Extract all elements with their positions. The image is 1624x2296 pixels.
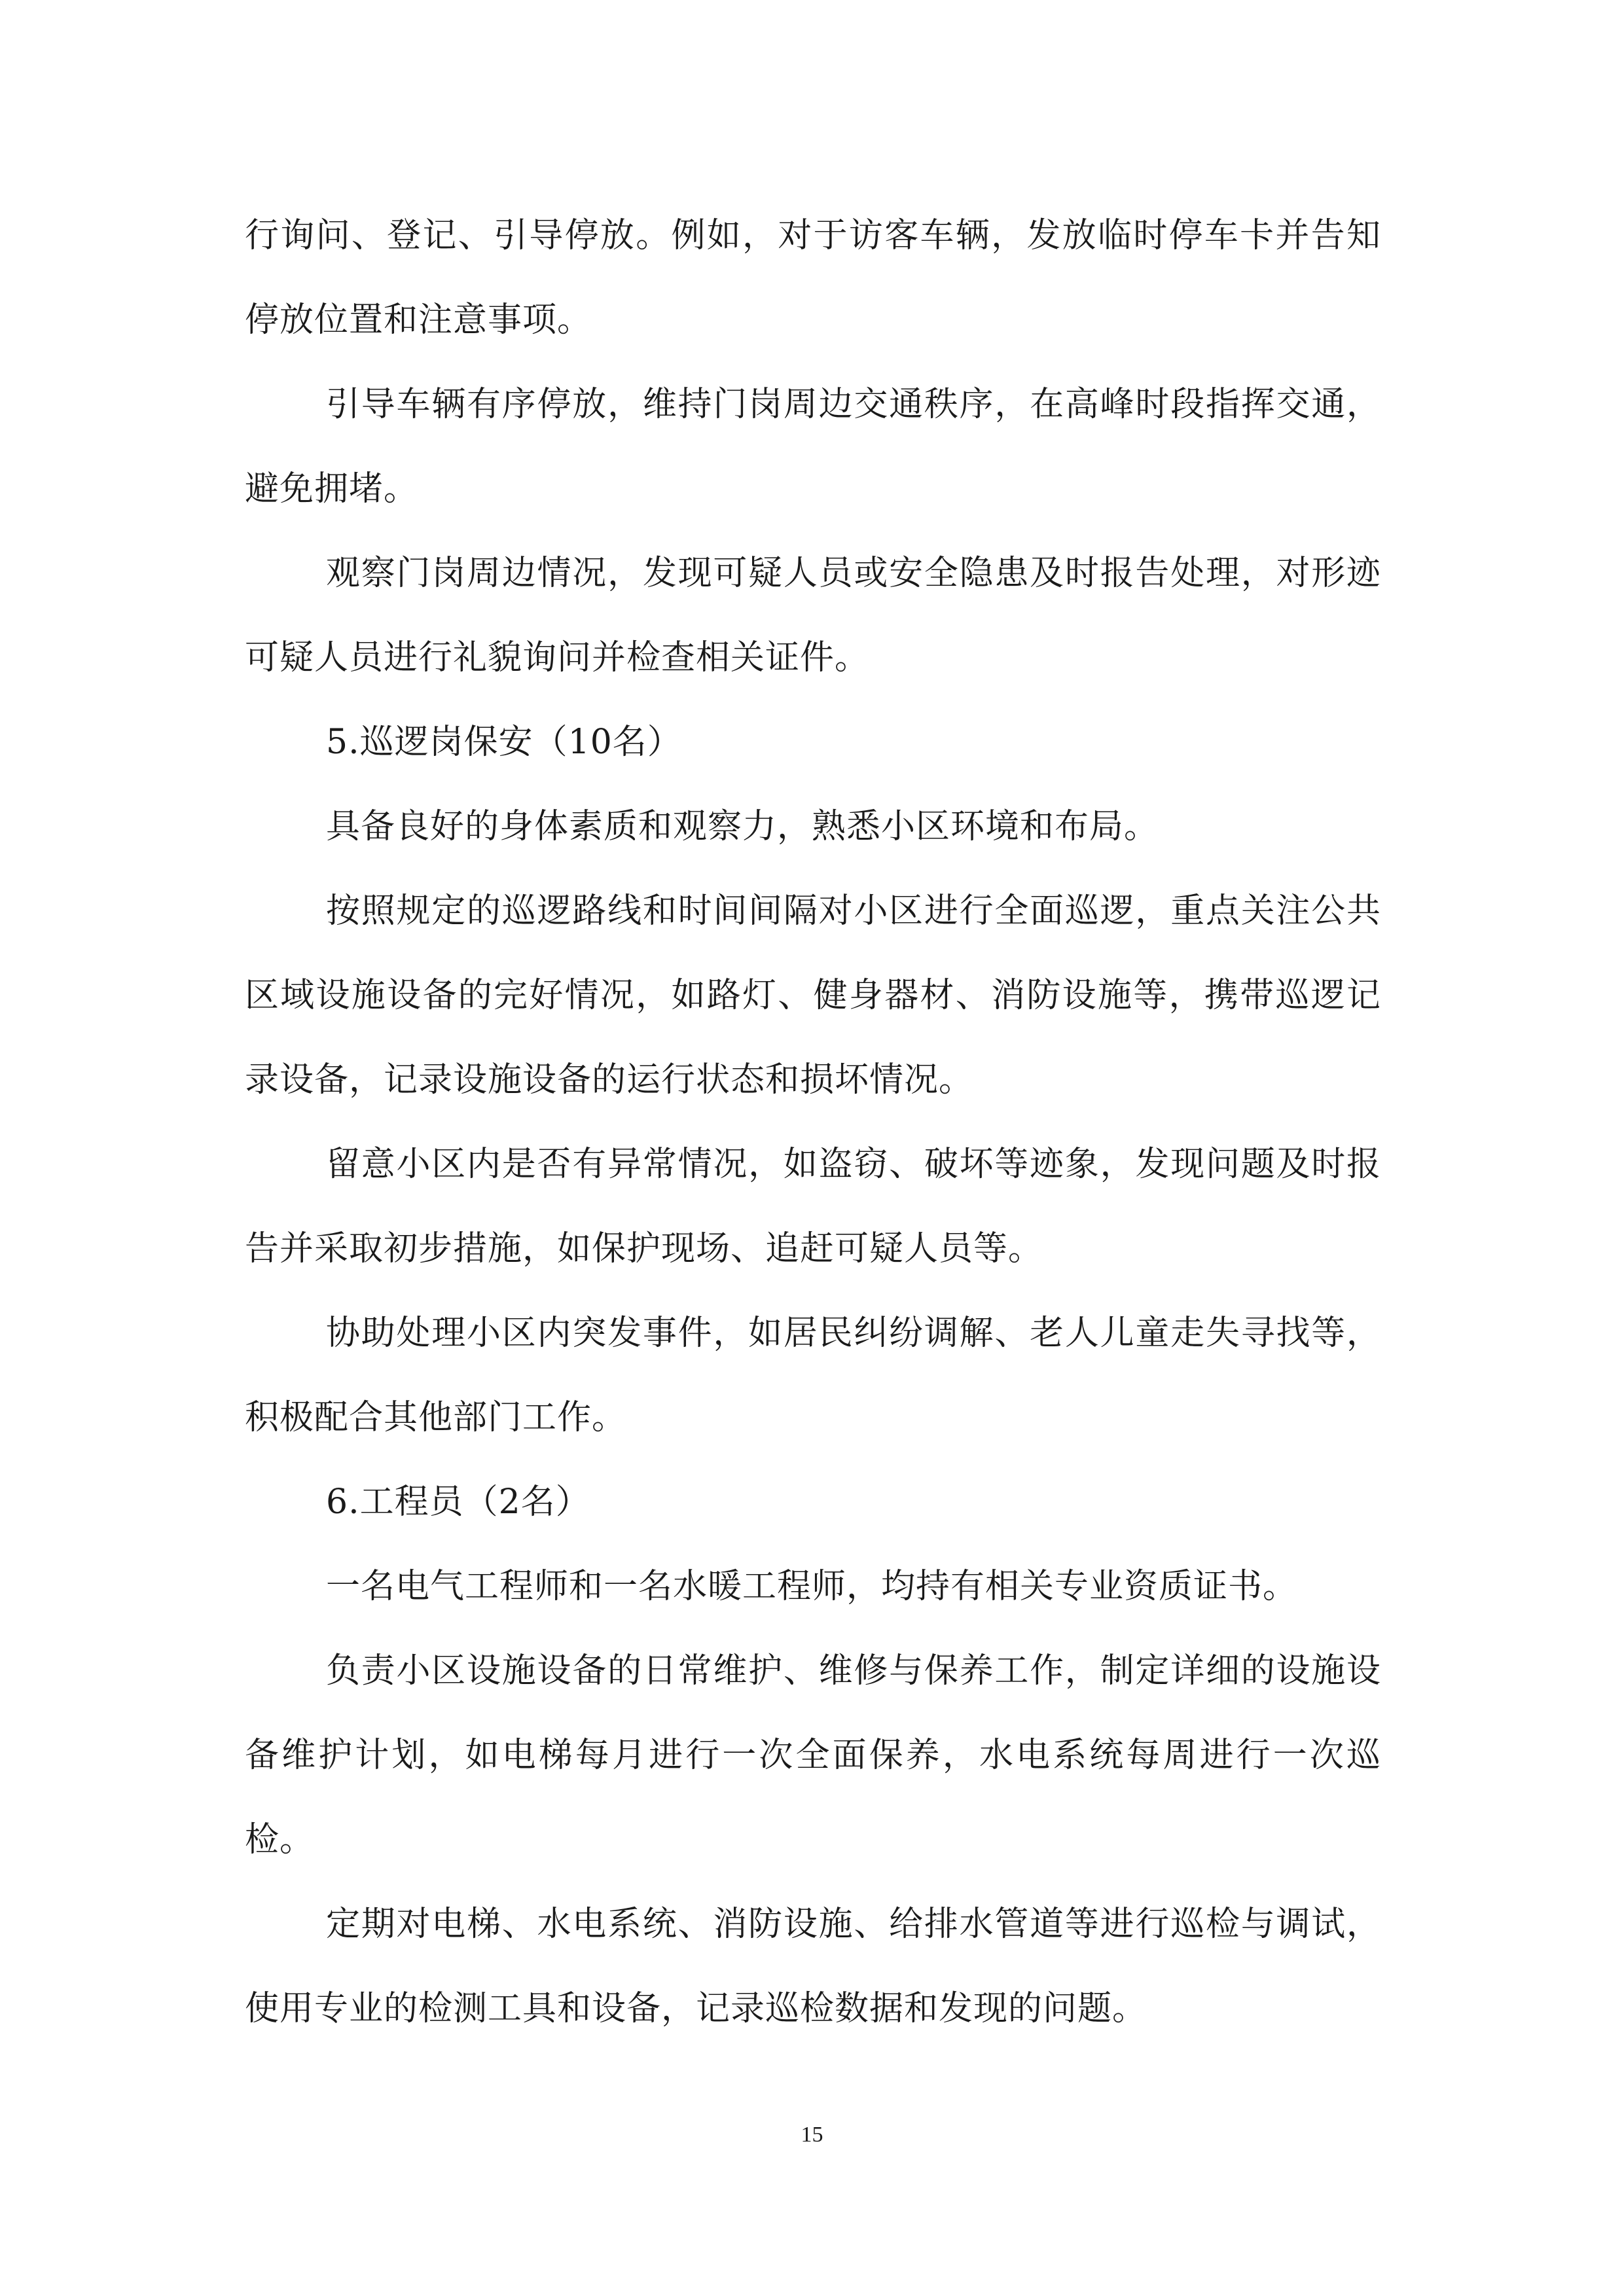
paragraph-patrol-requirements: 具备良好的身体素质和观察力，熟悉小区环境和布局。 xyxy=(326,807,1159,846)
document-body xyxy=(245,194,1381,2051)
paragraph-observe-gate: 观察门岗周边情况，发现可疑人员或安全隐患及时报告处理，对形迹可疑人员进行礼貌询问并检查相关证件。 xyxy=(245,554,1381,677)
section-heading-engineers: 6.工程员（2名） xyxy=(326,1482,590,1522)
paragraph-guide-parking: 引导车辆有序停放，维持门岗周边交通秩序，在高峰时段指挥交通，避免拥堵。 xyxy=(245,385,1381,509)
paragraph-emergencies: 协助处理小区内突发事件，如居民纠纷调解、老人儿童走失寻找等，积极配合其他部门工作。 xyxy=(245,1314,1381,1437)
page-number: 15 xyxy=(801,2123,823,2147)
paragraph-inspection-duties: 定期对电梯、水电系统、消防设施、给排水管道等进行巡检与调试，使用专业的检测工具和设备，记录巡检数据和发现的问题。 xyxy=(245,1905,1381,2028)
paragraph-patrol-route: 按照规定的巡逻路线和时间间隔对小区进行全面巡逻，重点关注公共区域设施设备的完好情况，如路灯、健身器材、消防设施等，携带巡逻记录设备，记录设施设备的运行状态和损坏情况。 xyxy=(245,891,1381,1100)
paragraph-continued: 行询问、登记、引导停放。例如，对于访客车辆，发放临时停车卡并告知停放位置和注意事项。 xyxy=(245,216,1381,340)
paragraph-maintenance-duties: 负责小区设施设备的日常维护、维修与保养工作，制定详细的设施设备维护计划，如电梯每月进行一次全面保养，水电系统每周进行一次巡检。 xyxy=(245,1651,1381,1859)
paragraph-abnormal-situations: 留意小区内是否有异常情况，如盗窃、破坏等迹象，发现问题及时报告并采取初步措施，如保护现场、追赶可疑人员等。 xyxy=(245,1145,1381,1268)
section-heading-patrol-guard: 5.巡逻岗保安（10名） xyxy=(326,723,682,762)
paragraph-engineer-qualifications: 一名电气工程师和一名水暖工程师，均持有相关专业资质证书。 xyxy=(326,1567,1298,1606)
